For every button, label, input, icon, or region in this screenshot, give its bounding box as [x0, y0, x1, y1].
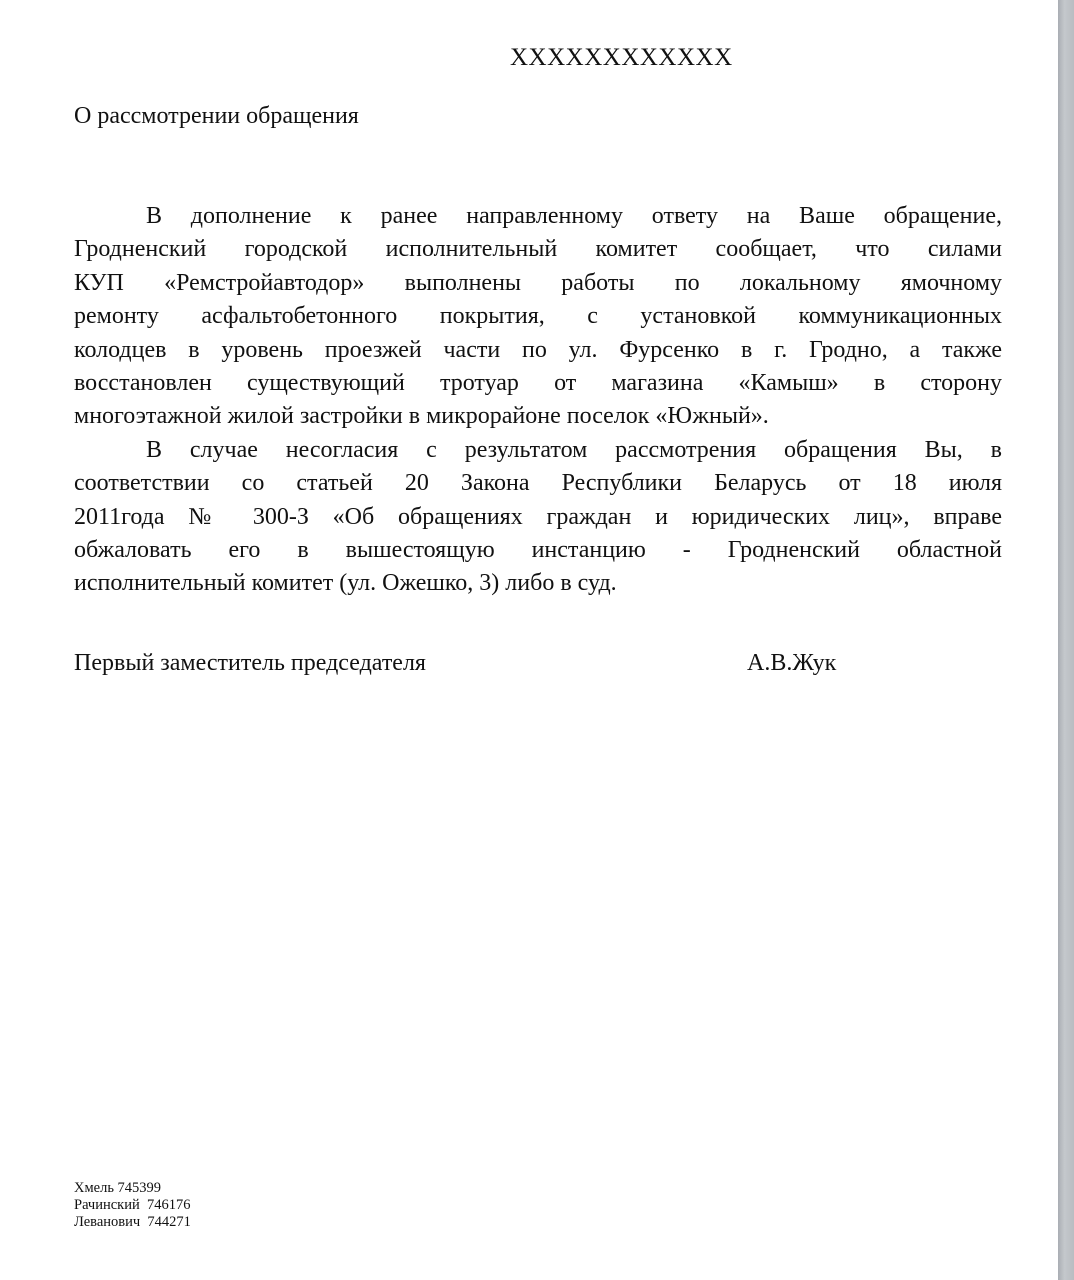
signatory-position: Первый заместитель председателя — [74, 650, 426, 676]
text-line: многоэтажной жилой застройки в микрорайоне поселок «Южный». — [74, 403, 769, 430]
text-line: КУП «Ремстройавтодор» выполнены работы по локальному ямочному — [74, 269, 1002, 296]
paragraph-1 — [74, 200, 1002, 434]
contact-line: Леванович 744271 — [74, 1214, 191, 1230]
text-line: соответствии со статьей 20 Закона Республики Беларусь от 18 июля — [74, 470, 1002, 497]
paragraph-2 — [74, 434, 1002, 601]
vertical-scrollbar[interactable] — [1058, 0, 1074, 1280]
text-line: ремонту асфальтобетонного покрытия, с установкой коммуникационных — [74, 303, 1002, 330]
contact-line: Рачинский 746176 — [74, 1197, 191, 1213]
text-line: 2011года № 300-З «Об обращениях граждан и юридических лиц», вправе — [74, 503, 1002, 530]
contacts — [74, 1180, 191, 1231]
text-line: исполнительный комитет (ул. Ожешко, 3) либо в суд. — [74, 570, 617, 597]
text-line: В случае несогласия с результатом рассмотрения обращения Вы, в — [146, 436, 1002, 463]
letter-subject: О рассмотрении обращения — [74, 103, 359, 129]
text-line: В дополнение к ранее направленному ответу на Ваше обращение, — [146, 203, 1002, 229]
text-line: обжаловать его в вышестоящую инстанцию - Гродненский областной — [74, 537, 1002, 564]
contact-line: Хмель 745399 — [74, 1180, 162, 1196]
text-line: колодцев в уровень проезжей части по ул. Фурсенко в г. Гродно, а также — [74, 336, 1002, 363]
letter-body — [74, 200, 1002, 601]
addressee-code: XXXXXXXXXXXX — [510, 44, 733, 71]
text-line: восстановлен существующий тротуар от магазина «Камыш» в сторону — [74, 370, 1002, 397]
signatory-name: А.В.Жук — [747, 650, 837, 676]
text-line: Гродненский городской исполнительный комитет сообщает, что силами — [74, 236, 1002, 263]
